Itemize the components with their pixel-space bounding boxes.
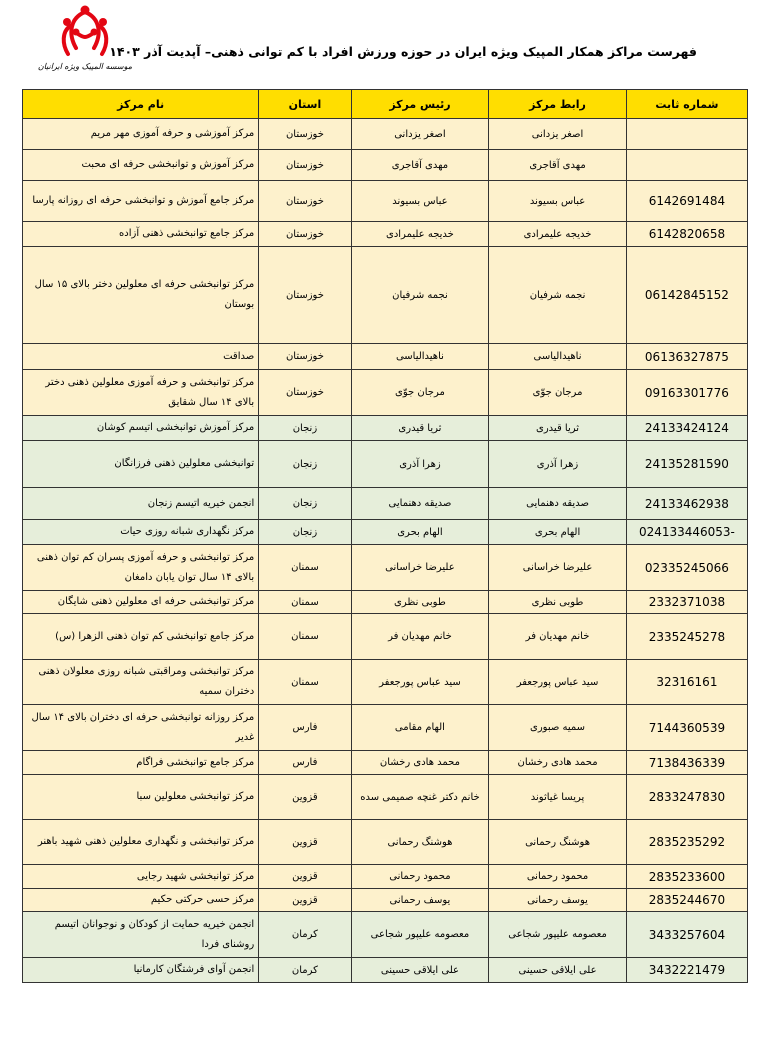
cell-name: انجمن خیریه اتیسم زنجان (23, 488, 259, 520)
cell-coordinator: ثریا قیدری (489, 416, 627, 441)
page-title: فهرست مراکز همکار المپیک ویژه ایران در حوزه ورزش افراد با کم توانی ذهنی– آپدیت آذر ۱۴۰۳ (109, 44, 697, 59)
table-row (23, 247, 748, 344)
cell-name: انجمن خیریه حمایت از کودکان و نوجوانان اتیسم روشنای فردا (23, 912, 259, 958)
cell-name: مرکز نگهداری شبانه روزی حیات (23, 520, 259, 545)
cell-coordinator: خدیجه علیمرادی (489, 222, 627, 247)
cell-coordinator: علیرضا خراسانی (489, 545, 627, 591)
cell-head: ناهیدالیاسی (351, 344, 489, 370)
cell-province: سمنان (259, 545, 351, 591)
table-header-row (23, 90, 748, 119)
cell-name: صداقت (23, 344, 259, 370)
table-row (23, 889, 748, 912)
cell-name: مرکز جامع توانبخشی فراگام (23, 751, 259, 775)
cell-number: 3432221479 (626, 958, 747, 983)
header-head: رئیس مرکز (351, 90, 489, 119)
cell-number: 06142845152 (626, 247, 747, 344)
table-row (23, 222, 748, 247)
cell-name: مرکز جامع توانبخشی کم توان ذهنی الزهرا (س) (23, 614, 259, 660)
cell-head: سید عباس پورجعفر (351, 660, 489, 705)
cell-head: مهدی آقاجری (351, 150, 489, 181)
cell-name: مرکز توانبخشی ومراقبتی شبانه روزی معلولان ذهنی دختران سمیه (23, 660, 259, 705)
cell-head: خانم دکتر غنچه صمیمی سده (351, 775, 489, 820)
cell-number: 2835235292 (626, 820, 747, 865)
cell-province: سمنان (259, 660, 351, 705)
cell-number: 2332371038 (626, 591, 747, 614)
header-province: استان (259, 90, 351, 119)
cell-number: 2833247830 (626, 775, 747, 820)
table-row (23, 416, 748, 441)
cell-province: زنجان (259, 520, 351, 545)
cell-name: توانبخشی معلولین ذهنی فرزانگان (23, 441, 259, 488)
table-row (23, 181, 748, 222)
cell-head: زهرا آذری (351, 441, 489, 488)
cell-name: مرکز روزانه توانبخشی حرفه ای دختران بالای ۱۴ سال غدیر (23, 705, 259, 751)
cell-name: مرکز توانبخشی حرفه ای معلولین ذهنی شایگان (23, 591, 259, 614)
cell-coordinator: سید عباس پورجعفر (489, 660, 627, 705)
cell-head: یوسف رحمانی (351, 889, 489, 912)
cell-head: محمود رحمانی (351, 865, 489, 889)
cell-number: 3433257604 (626, 912, 747, 958)
cell-province: قزوین (259, 889, 351, 912)
cell-number: 7138436339 (626, 751, 747, 775)
cell-name: مرکز جامع آموزش و توانبخشی حرفه ای روزانه پارسا (23, 181, 259, 222)
cell-head: ثریا قیدری (351, 416, 489, 441)
cell-name: مرکز آموزش و توانبخشی حرفه ای محبت (23, 150, 259, 181)
cell-head: عباس بسیوند (351, 181, 489, 222)
cell-name: مرکز توانبخشی حرفه ای معلولین دختر بالای ۱۵ سال بوستان (23, 247, 259, 344)
table-row (23, 370, 748, 416)
cell-coordinator: محمد هادی رخشان (489, 751, 627, 775)
cell-coordinator: هوشنگ رحمانی (489, 820, 627, 865)
table-row (23, 751, 748, 775)
cell-head: هوشنگ رحمانی (351, 820, 489, 865)
cell-number (626, 150, 747, 181)
cell-number: 2835244670 (626, 889, 747, 912)
table-row (23, 119, 748, 150)
cell-coordinator: یوسف رحمانی (489, 889, 627, 912)
cell-name: مرکز آموزشی و حرفه آموزی مهر مریم (23, 119, 259, 150)
table-row (23, 344, 748, 370)
cell-head: مرجان جوّی (351, 370, 489, 416)
cell-number: 06136327875 (626, 344, 747, 370)
cell-province: خوزستان (259, 119, 351, 150)
cell-number: 6142820658 (626, 222, 747, 247)
cell-province: خوزستان (259, 370, 351, 416)
cell-number (626, 119, 747, 150)
cell-province: کرمان (259, 958, 351, 983)
cell-coordinator: مهدی آقاجری (489, 150, 627, 181)
cell-province: فارس (259, 705, 351, 751)
cell-coordinator: عباس بسیوند (489, 181, 627, 222)
cell-number: 09163301776 (626, 370, 747, 416)
header-coordinator: رابط مرکز (489, 90, 627, 119)
cell-coordinator: الهام بحری (489, 520, 627, 545)
cell-number: 24133462938 (626, 488, 747, 520)
table-row (23, 958, 748, 983)
cell-head: خانم مهدیان فر (351, 614, 489, 660)
cell-province: کرمان (259, 912, 351, 958)
cell-coordinator: معصومه علیپور شجاعی (489, 912, 627, 958)
cell-number: 7144360539 (626, 705, 747, 751)
cell-coordinator: نجمه شرفیان (489, 247, 627, 344)
cell-number: 024133446053- (626, 520, 747, 545)
header-number: شماره ثابت (626, 90, 747, 119)
cell-head: اصغر یزدانی (351, 119, 489, 150)
cell-province: زنجان (259, 416, 351, 441)
cell-province: خوزستان (259, 344, 351, 370)
cell-coordinator: پریسا غیاثوند (489, 775, 627, 820)
cell-head: نجمه شرفیان (351, 247, 489, 344)
cell-name: مرکز توانبخشی معلولین سبا (23, 775, 259, 820)
cell-province: خوزستان (259, 181, 351, 222)
page-header (0, 0, 769, 88)
cell-province: خوزستان (259, 247, 351, 344)
cell-coordinator: زهرا آذری (489, 441, 627, 488)
cell-province: قزوین (259, 865, 351, 889)
table-row (23, 150, 748, 181)
cell-province: فارس (259, 751, 351, 775)
cell-head: معصومه علیپور شجاعی (351, 912, 489, 958)
cell-province: خوزستان (259, 150, 351, 181)
cell-number: 2835233600 (626, 865, 747, 889)
cell-name: مرکز حسی حرکتی حکیم (23, 889, 259, 912)
cell-name: مرکز جامع توانبخشی ذهنی آزاده (23, 222, 259, 247)
cell-coordinator: مرجان جوّی (489, 370, 627, 416)
cell-head: خدیجه علیمرادی (351, 222, 489, 247)
cell-province: خوزستان (259, 222, 351, 247)
cell-number: 2335245278 (626, 614, 747, 660)
header-name: نام مرکز (23, 90, 259, 119)
cell-number: 24133424124 (626, 416, 747, 441)
cell-head: علیرضا خراسانی (351, 545, 489, 591)
cell-head: محمد هادی رخشان (351, 751, 489, 775)
cell-province: زنجان (259, 488, 351, 520)
cell-head: طوبی نظری (351, 591, 489, 614)
cell-province: سمنان (259, 614, 351, 660)
cell-coordinator: خانم مهدیان فر (489, 614, 627, 660)
centers-table (22, 89, 748, 983)
cell-coordinator: علی ایلاقی حسینی (489, 958, 627, 983)
cell-head: صدیقه دهنمایی (351, 488, 489, 520)
cell-head: الهام مقامی (351, 705, 489, 751)
table-row (23, 614, 748, 660)
table-row (23, 591, 748, 614)
cell-number: 24135281590 (626, 441, 747, 488)
cell-coordinator: محمود رحمانی (489, 865, 627, 889)
cell-coordinator: اصغر یزدانی (489, 119, 627, 150)
cell-name: مرکز توانبخشی شهید رجایی (23, 865, 259, 889)
table-row (23, 545, 748, 591)
table-row (23, 820, 748, 865)
cell-number: 02335245066 (626, 545, 747, 591)
logo-caption: موسسه المپیک ویژه ایرانیان (37, 62, 132, 71)
cell-number: 6142691484 (626, 181, 747, 222)
cell-head: الهام بحری (351, 520, 489, 545)
cell-province: قزوین (259, 820, 351, 865)
table-row (23, 441, 748, 488)
table-row (23, 912, 748, 958)
cell-province: زنجان (259, 441, 351, 488)
cell-province: سمنان (259, 591, 351, 614)
cell-name: مرکز توانبخشی و نگهداری معلولین ذهنی شهید باهنر (23, 820, 259, 865)
table-row (23, 865, 748, 889)
cell-coordinator: ناهیدالیاسی (489, 344, 627, 370)
cell-head: علی ایلاقی حسینی (351, 958, 489, 983)
cell-name: انجمن آوای فرشتگان کارمانیا (23, 958, 259, 983)
cell-name: مرکز توانبخشی و حرفه آموزی پسران کم توان ذهنی بالای ۱۴ سال توان یابان دامغان (23, 545, 259, 591)
cell-name: مرکز آموزش توانبخشی اتیسم کوشان (23, 416, 259, 441)
cell-province: قزوین (259, 775, 351, 820)
cell-coordinator: سمیه صبوری (489, 705, 627, 751)
table-row (23, 488, 748, 520)
table-row (23, 705, 748, 751)
cell-name: مرکز توانبخشی و حرفه آموزی معلولین ذهنی دختر بالای ۱۴ سال شقایق (23, 370, 259, 416)
cell-coordinator: صدیقه دهنمایی (489, 488, 627, 520)
table-row (23, 660, 748, 705)
cell-coordinator: طوبی نظری (489, 591, 627, 614)
cell-number: 32316161 (626, 660, 747, 705)
table-row (23, 775, 748, 820)
table-row (23, 520, 748, 545)
